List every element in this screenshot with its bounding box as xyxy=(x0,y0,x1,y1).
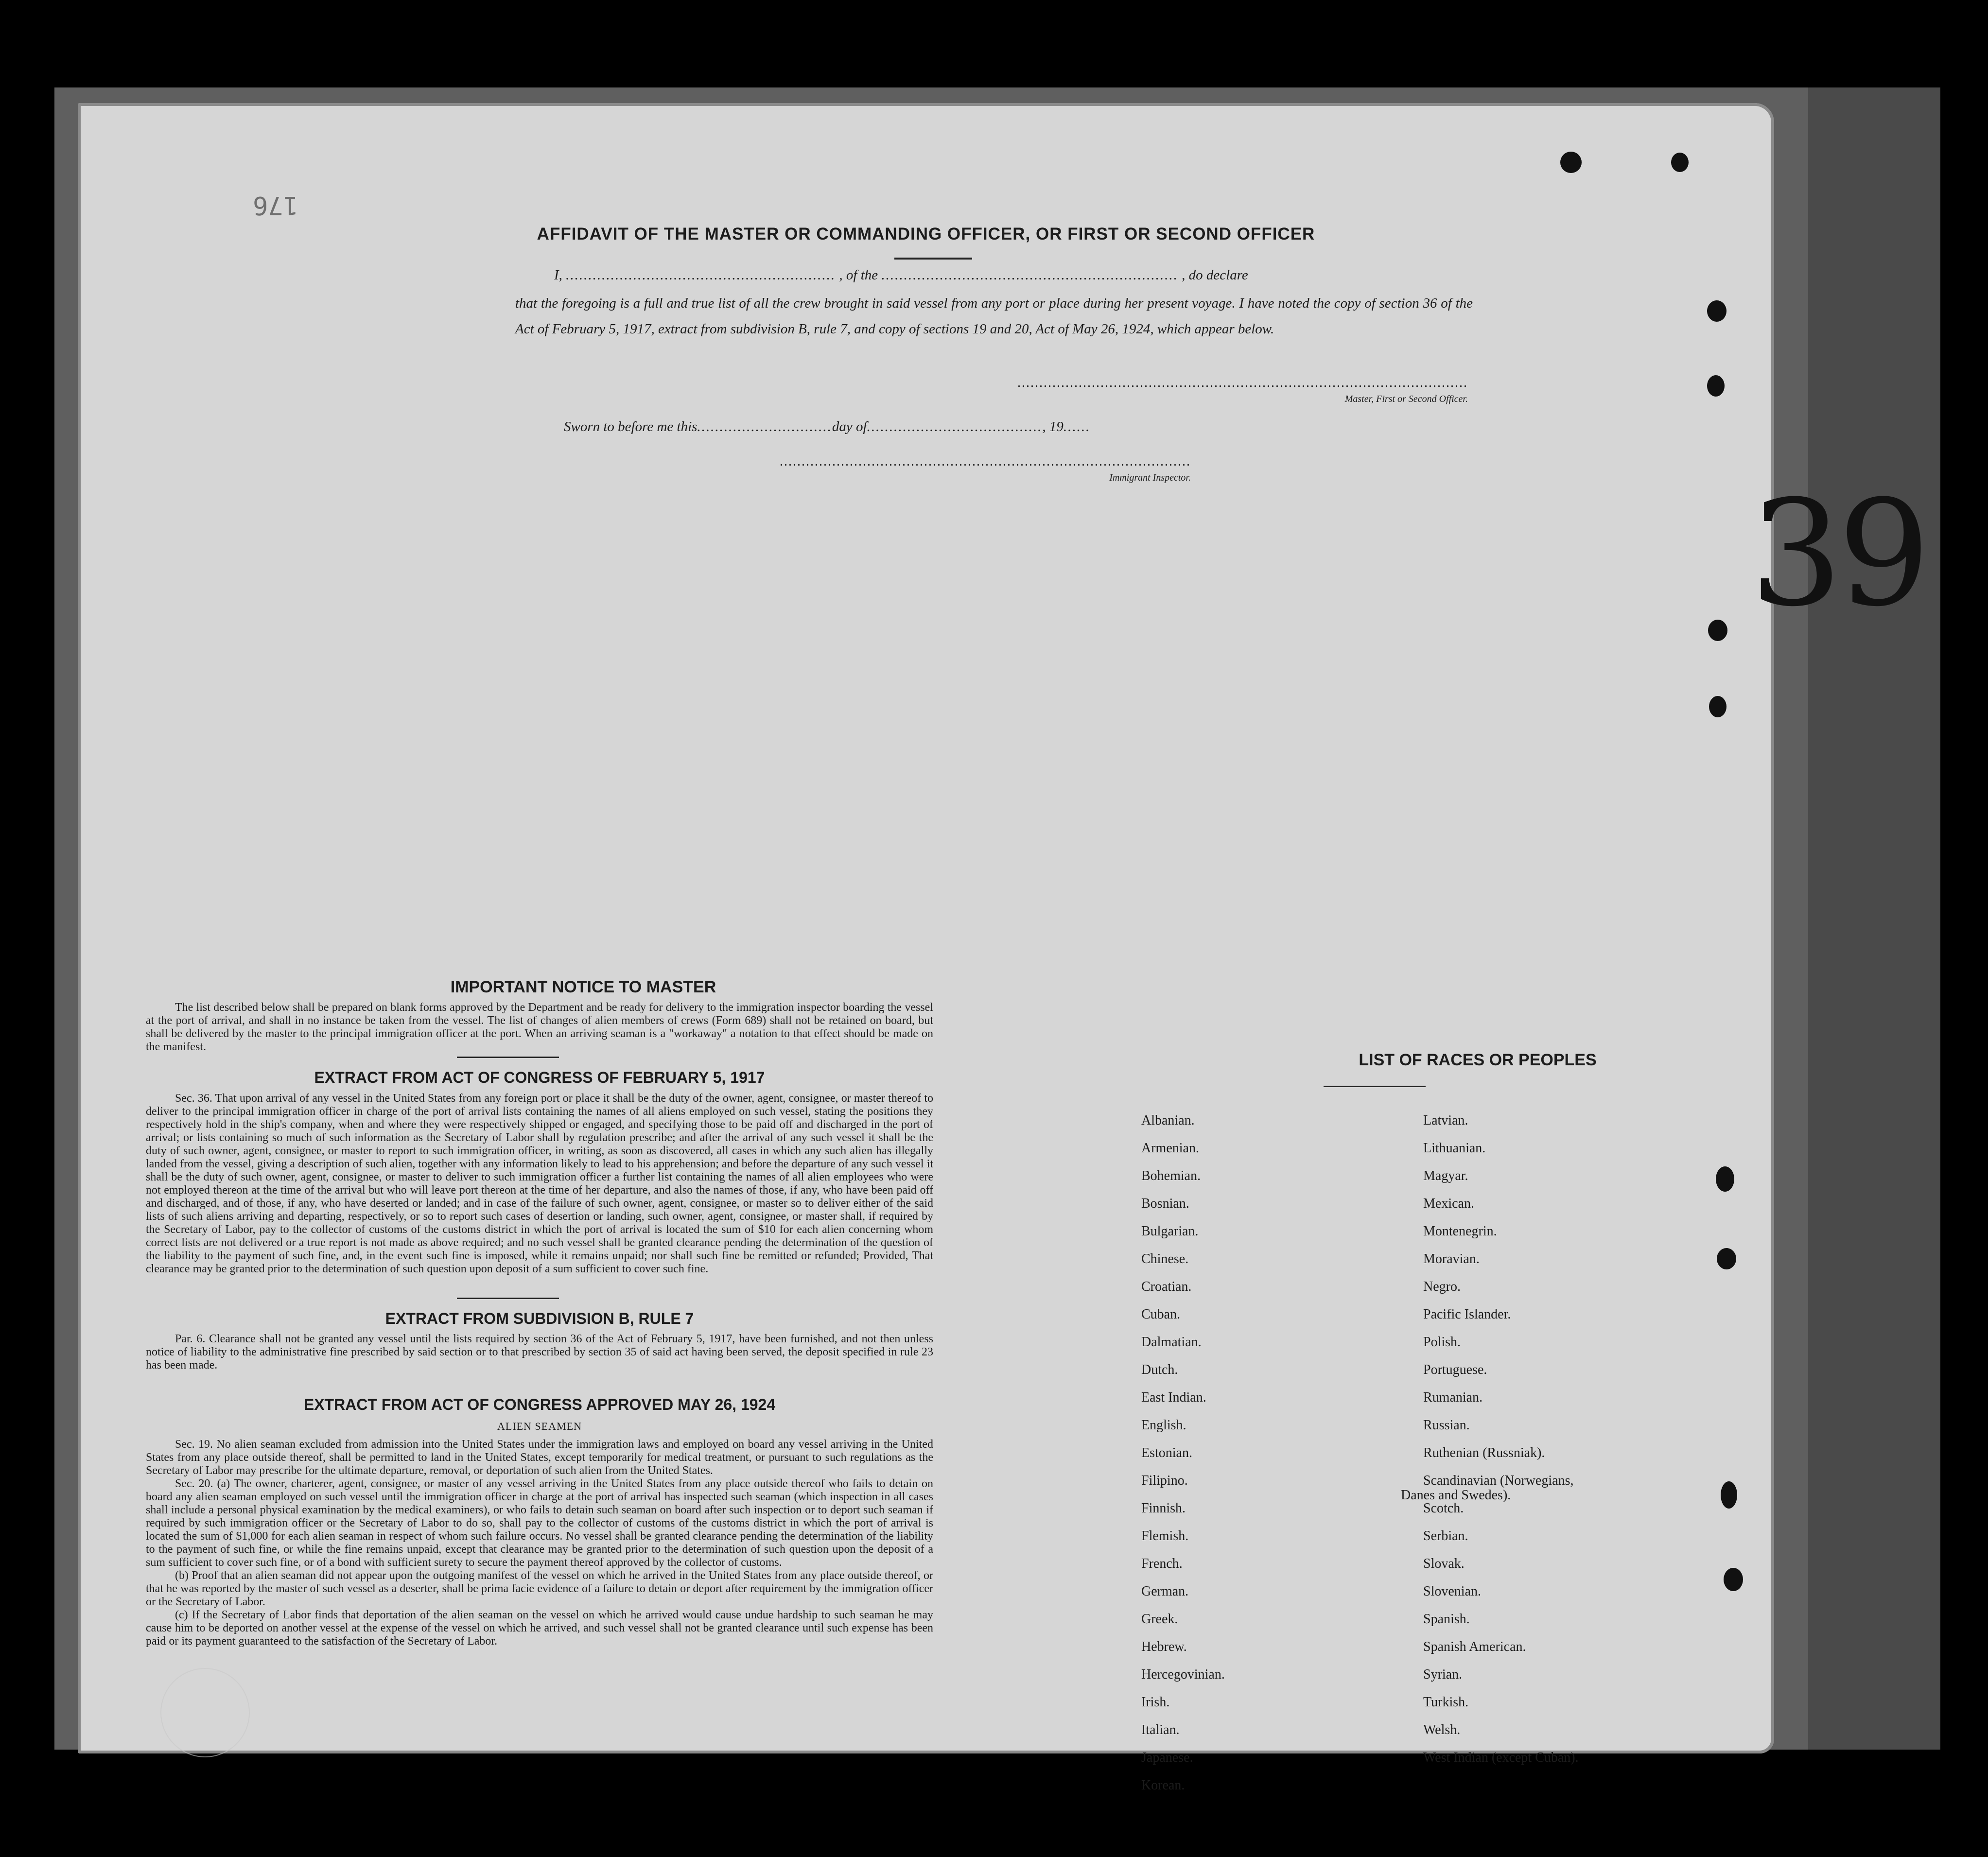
notice-body: The list described below shall be prepared on blank forms approved by the Department and be ready for delivery to the immigration inspector boarding the vessel at the port of arrival, and shall in no instance be taken from the vessel. The list of changes of alien members of crews (Form 689) shall not be retained on board, but shall be delivered by the master to the principal immigration officer at the port. When an arriving seaman is a "workaway" a notation to that effect should be made on the manifest. xyxy=(146,1001,933,1053)
affidavit-body: that the foregoing is a full and true list of all the crew brought in said vessel from any port or place during her present voyage. I have noted the copy of section 36 of the Act of February 5, 1917, extract from subdivision B, rule 7, and copy of sections 19 and 20, Act of May 26, 1924, which appear below. xyxy=(515,295,1473,337)
sworn-year-blank: ...... xyxy=(1063,419,1091,434)
signature-caption: Master, First or Second Officer. xyxy=(1344,394,1468,404)
race-item: West Indian (except Cuban). xyxy=(1423,1750,1579,1765)
inspector-caption: Immigrant Inspector. xyxy=(1109,472,1191,483)
race-item: Bulgarian. xyxy=(1141,1224,1199,1239)
affidavit-declare-label: , do declare xyxy=(1182,267,1248,283)
rule7-body: Par. 6. Clearance shall not be granted any vessel until the lists required by section 36 of the Act of February 5, 1917, have been furnished, and not then unless notice of liability to the administrative fine prescribed by said section or to that prescribed by section 35 of said act having been served, the deposit specified in rule 23 has been made. xyxy=(146,1333,933,1371)
race-item: Korean. xyxy=(1141,1778,1185,1793)
handwritten-page-number: 176 xyxy=(253,191,298,220)
race-item: Irish. xyxy=(1141,1695,1170,1710)
race-item: Croatian. xyxy=(1141,1279,1192,1294)
punch-hole xyxy=(1721,1481,1737,1509)
extract-1924-heading: EXTRACT FROM ACT OF CONGRESS APPROVED MAY 26, 1924 xyxy=(303,1396,776,1413)
race-item: Polish. xyxy=(1423,1335,1461,1350)
race-item: Chinese. xyxy=(1141,1251,1189,1267)
punch-hole xyxy=(1671,153,1689,172)
sworn-year-label: , 19 xyxy=(1042,419,1064,434)
race-item: Mexican. xyxy=(1423,1196,1474,1211)
race-item: Armenian. xyxy=(1141,1141,1199,1156)
master-name-blank: ............................................................ xyxy=(566,267,836,283)
race-item: Scotch. xyxy=(1423,1501,1464,1516)
sworn-line xyxy=(564,419,1244,435)
sworn-day-blank: .............................. xyxy=(697,419,832,434)
race-item: Slovak. xyxy=(1423,1556,1465,1571)
race-item: Latvian. xyxy=(1423,1113,1468,1128)
affidavit-i-label: I, xyxy=(554,267,562,283)
race-item: Ruthenian (Russniak). xyxy=(1423,1445,1545,1460)
notice-divider xyxy=(457,1057,559,1058)
race-item: Rumanian. xyxy=(1423,1390,1483,1405)
race-item: English. xyxy=(1141,1418,1186,1433)
race-item: Serbian. xyxy=(1423,1528,1468,1544)
race-item: Scandinavian (Norwegians, xyxy=(1423,1473,1574,1488)
race-item: Spanish. xyxy=(1423,1612,1470,1627)
extract-1917-divider xyxy=(457,1298,559,1299)
race-item: Estonian. xyxy=(1141,1445,1192,1460)
race-item: Japanese. xyxy=(1141,1750,1193,1765)
handwritten-sheet-number: 39 xyxy=(1750,469,1926,639)
race-item: Dutch. xyxy=(1141,1362,1178,1377)
race-item: German. xyxy=(1141,1584,1189,1599)
race-item: Bohemian. xyxy=(1141,1168,1201,1183)
race-item: Albanian. xyxy=(1141,1113,1195,1128)
sworn-month-blank: ....................................... xyxy=(867,419,1043,434)
punch-hole xyxy=(1709,696,1726,717)
inspector-signature-blank: .............................................................................................. xyxy=(780,454,1191,469)
punch-hole xyxy=(1560,152,1582,173)
sworn-label: Sworn to before me this xyxy=(564,419,698,434)
race-item: Bosnian. xyxy=(1141,1196,1189,1211)
race-item: Portuguese. xyxy=(1423,1362,1487,1377)
embossed-seal xyxy=(160,1668,250,1757)
race-item: Negro. xyxy=(1423,1279,1461,1294)
document-page xyxy=(78,103,1774,1793)
affidavit-declaration-line xyxy=(515,267,1473,283)
race-item: Slovenian. xyxy=(1423,1584,1481,1599)
punch-hole xyxy=(1708,620,1727,641)
sec20b-text: (b) Proof that an alien seaman did not appear upon the outgoing manifest of the vessel on which he arrived in the United States from any place outside thereof, or that he was reported by the master of such vessel as a deserter, shall be prima facie evidence of a failure to detain or deport after requirement by the immigration officer or the Secretary of Labor. xyxy=(146,1569,933,1608)
race-item: Turkish. xyxy=(1423,1695,1469,1710)
punch-hole xyxy=(1707,375,1725,397)
sec20c-text: (c) If the Secretary of Labor finds that deportation of the alien seaman on the vessel on which he arrived would cause undue hardship to such seaman he may cause him to be deported on another vessel at the expense of the vessel on which he arrived, and such vessel shall not be granted clearance until such expense has been paid or its payment guaranteed to the satisfaction of the Secretary of Labor. xyxy=(146,1609,933,1648)
race-item: Lithuanian. xyxy=(1423,1141,1486,1156)
race-item: Welsh. xyxy=(1423,1722,1461,1737)
race-item: Italian. xyxy=(1141,1722,1180,1737)
affidavit-of-the-label: , of the xyxy=(839,267,878,283)
notice-heading: IMPORTANT NOTICE TO MASTER xyxy=(450,978,716,996)
race-item: Danes and Swedes). xyxy=(1401,1488,1511,1503)
vessel-name-blank: .................................................................. xyxy=(881,267,1178,283)
race-item: Spanish American. xyxy=(1423,1639,1526,1654)
extract-1924-subheading: ALIEN SEAMEN xyxy=(497,1420,582,1432)
race-item: Montenegrin. xyxy=(1423,1224,1497,1239)
races-heading: LIST OF RACES OR PEOPLES xyxy=(1359,1051,1597,1069)
extract-1917-body: Sec. 36. That upon arrival of any vessel in the United States from any foreign port or place it shall be the duty of the owner, agent, consignee, or master thereof to deliver to the principal immigration officer in charge of the port of arrival lists containing the names of all aliens employed on such vessel, stating the positions they respectively hold in the ship's company, when and where they were respectively shipped or engaged, and specifying those to be paid off and discharged in the port of arrival; or lists containing so much of such information as the Secretary of Labor shall by regulation prescribe; and after the arrival of any such vessel it shall be the duty of such owner, agent, consignee, or master to report to such immigration officer, in writing, as soon as discovered, all cases in which any such alien has illegally landed from the vessel, giving a description of such alien, together with any information likely to lead to his apprehension; and before the departure of any such vessel it shall be the duty of such owner, agent, consignee, or master to deliver to such immigration officer a further list containing the names of all alien employees who were not employed thereon at the time of the arrival but who will leave port thereon at the time of her departure, and also the names of those, if any, who have been paid off and discharged, and of those, if any, who have deserted or landed; and in case of the failure of such owner, agent, consignee, or master so to deliver either of the said lists of such aliens arriving and departing, respectively, or so to report such cases of desertion or landing, such owner, agent, consignee, or master shall, if required by the Secretary of Labor, pay to the collector of customs of the customs district in which the port of arrival is located the sum of $10 for each alien concerning whom correct lists are not delivered or a true report is not made as above required; and no such vessel shall be granted clearance pending the determination of the question of the liability to the payment of such fine, and, in the event such fine is imposed, while it remains unpaid; nor shall such fine be remitted or refunded; Provided, That clearance may be granted prior to the determination of such question upon deposit of a sum sufficient to cover such fine. xyxy=(146,1092,933,1275)
sec19-text: Sec. 19. No alien seaman excluded from admission into the United States under the immigration laws and employed on board any vessel arriving in the United States from any place outside thereof, shall be permitted to land in the United States, except temporarily for medical treatment, or pursuant to such regulations as the Secretary of Labor may prescribe for the ultimate departure, removal, or deportation of such alien from the United States. xyxy=(146,1438,933,1477)
race-item: Hebrew. xyxy=(1141,1639,1187,1654)
race-item: Russian. xyxy=(1423,1418,1470,1433)
races-divider xyxy=(1324,1086,1426,1087)
extract-1924-body xyxy=(146,1438,933,1648)
backing-board-edge xyxy=(1808,87,1940,1750)
sworn-day-of-label: day of xyxy=(832,419,867,434)
extract-1917-heading: EXTRACT FROM ACT OF CONGRESS OF FEBRUARY 5, 1917 xyxy=(314,1069,765,1086)
race-item: French. xyxy=(1141,1556,1183,1571)
race-item: Pacific Islander. xyxy=(1423,1307,1511,1322)
punch-hole xyxy=(1717,1248,1736,1269)
sec20a-text: Sec. 20. (a) The owner, charterer, agent, consignee, or master of any vessel arriving in the United States from any place outside thereof who fails to detain on board any alien seaman employed on such vessel until the immigration officer in charge at the port of arrival has inspected such seaman (which inspection in all cases shall include a personal physical examination by the medical examiners), or who fails to detain such seaman on board after such inspection or to deport such seaman if required by such immigration officer or the Secretary of Labor to do so, shall pay to the collector of customs of the customs district in which the port of arrival is located the sum of $1,000 for each alien seaman in respect of whom such failure occurs. No vessel shall be granted clearance pending the determination of the liability to the payment of such fine, or while the fine remains unpaid, except that clearance may be granted prior to the determination of such question upon the deposit of a sum sufficient to cover such fine, or of a bond with sufficient surety to secure the payment thereof approved by the collector of customs. xyxy=(146,1477,933,1569)
race-item: Cuban. xyxy=(1141,1307,1181,1322)
race-item: Filipino. xyxy=(1141,1473,1188,1488)
signature-blank: ....................................................................................................... xyxy=(1017,375,1468,390)
race-item: Greek. xyxy=(1141,1612,1178,1627)
affidavit-divider xyxy=(894,258,972,260)
rule7-heading: EXTRACT FROM SUBDIVISION B, RULE 7 xyxy=(385,1310,694,1327)
race-item: Finnish. xyxy=(1141,1501,1186,1516)
race-item: Moravian. xyxy=(1423,1251,1480,1267)
race-item: Dalmatian. xyxy=(1141,1335,1202,1350)
punch-hole xyxy=(1707,300,1726,322)
affidavit-heading: AFFIDAVIT OF THE MASTER OR COMMANDING OFFICER, OR FIRST OR SECOND OFFICER xyxy=(537,225,1315,243)
race-item: Flemish. xyxy=(1141,1528,1189,1544)
punch-hole xyxy=(1716,1166,1734,1192)
race-item: East Indian. xyxy=(1141,1390,1206,1405)
race-item: Magyar. xyxy=(1423,1168,1468,1183)
race-item: Syrian. xyxy=(1423,1667,1463,1682)
punch-hole xyxy=(1724,1568,1743,1591)
race-item: Hercegovinian. xyxy=(1141,1667,1225,1682)
